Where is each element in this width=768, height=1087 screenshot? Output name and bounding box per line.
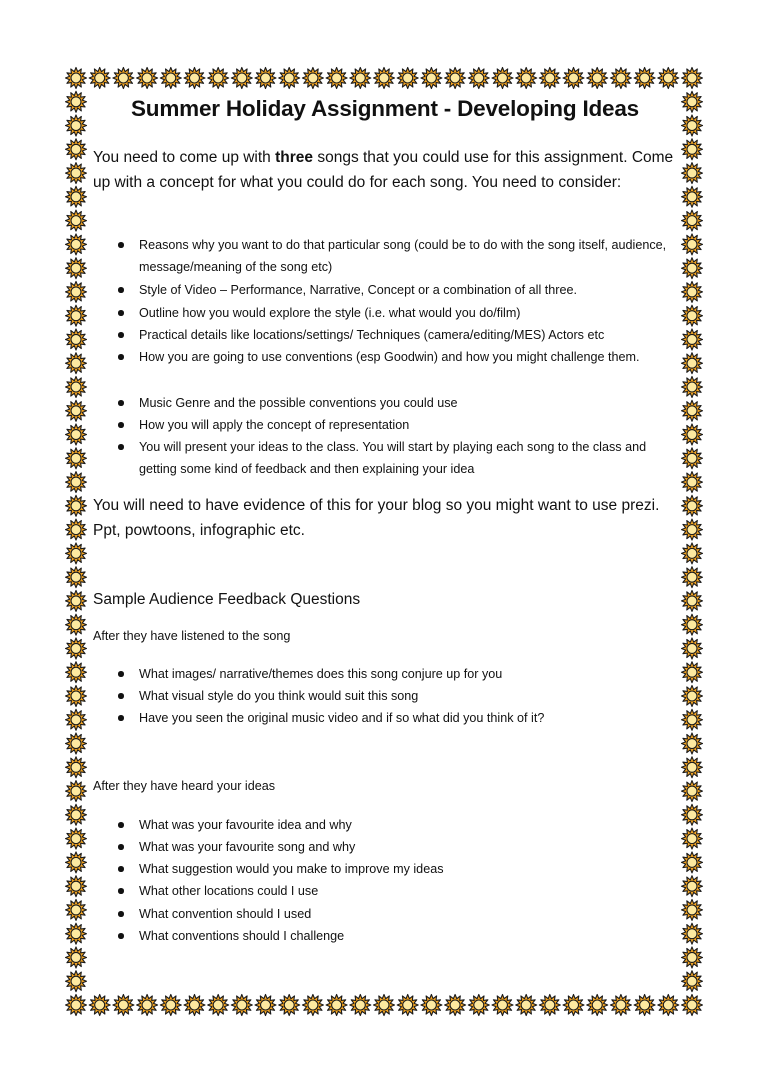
sun-icon (682, 495, 703, 516)
sun-icon (66, 281, 87, 302)
sun-icon (66, 638, 87, 659)
sun-icon (160, 995, 181, 1016)
sun-icon (682, 923, 703, 944)
sun-icon (113, 68, 134, 89)
sun-icon (682, 400, 703, 421)
sun-icon (563, 995, 584, 1016)
sun-icon (682, 472, 703, 493)
sun-icon (89, 995, 110, 1016)
list-item: What conventions should I challenge (139, 925, 677, 947)
sun-icon (66, 828, 87, 849)
after-ideas-heading: After they have heard your ideas (93, 779, 276, 793)
sun-icon (66, 709, 87, 730)
sun-icon (516, 68, 537, 89)
sun-icon (634, 995, 655, 1016)
list-item: What images/ narrative/themes does this song conjure up for you (139, 663, 677, 685)
sun-icon (66, 91, 87, 112)
sun-icon (682, 686, 703, 707)
sun-icon (66, 876, 87, 897)
evidence-paragraph: You will need to have evidence of this for your blog so you might want to use prezi. Ppt, powtoons, infographic etc. (93, 497, 660, 539)
sun-icon (682, 448, 703, 469)
list-item: How you are going to use conventions (esp Goodwin) and how you might challenge them. (139, 346, 659, 368)
sun-icon (658, 68, 679, 89)
sun-icon (66, 781, 87, 802)
list-item: Practical details like locations/settings/ Techniques (camera/editing/MES) Actors etc (139, 324, 677, 346)
sun-icon (302, 68, 323, 89)
sun-icon (66, 947, 87, 968)
sun-icon (66, 424, 87, 445)
intro-text-bold: three (275, 149, 314, 166)
sun-icon (208, 995, 229, 1016)
sun-icon (682, 258, 703, 279)
sun-icon (208, 68, 229, 89)
list-item: Have you seen the original music video and if so what did you think of it? (139, 707, 677, 729)
sun-icon (682, 163, 703, 184)
sun-icon (66, 686, 87, 707)
sun-icon (66, 567, 87, 588)
sun-icon (279, 68, 300, 89)
sun-icon (66, 614, 87, 635)
list-item: Reasons why you want to do that particular song (could be to do with the song itself, audience, message/meaning of the song etc) (139, 234, 677, 278)
list-item: Music Genre and the possible conventions you could use (139, 392, 677, 414)
sun-icon (184, 995, 205, 1016)
sample-questions-heading: Sample Audience Feedback Questions (93, 591, 361, 608)
page-title: Summer Holiday Assignment - Developing Ideas (131, 96, 639, 121)
sun-icon (255, 995, 276, 1016)
sun-icon (682, 590, 703, 611)
sun-icon (66, 495, 87, 516)
sun-icon (682, 234, 703, 255)
sun-icon (682, 781, 703, 802)
sun-icon (160, 68, 181, 89)
sun-icon (66, 543, 87, 564)
sun-icon (682, 519, 703, 540)
sun-icon (682, 995, 703, 1016)
sun-icon (66, 519, 87, 540)
sun-icon (468, 68, 489, 89)
sun-icon (610, 995, 631, 1016)
sun-icon (66, 163, 87, 184)
sun-icon (397, 68, 418, 89)
sun-icon (350, 68, 371, 89)
sun-icon (682, 353, 703, 374)
sun-icon (682, 971, 703, 992)
sun-icon (66, 139, 87, 160)
sun-icon (66, 400, 87, 421)
list-item: What suggestion would you make to improve my ideas (139, 858, 677, 880)
sun-icon (682, 91, 703, 112)
sun-icon (492, 995, 513, 1016)
sun-icon (231, 995, 252, 1016)
sun-icon (682, 899, 703, 920)
sun-icon (326, 995, 347, 1016)
sun-icon (587, 68, 608, 89)
sun-icon (66, 590, 87, 611)
list-item: What visual style do you think would suit this song (139, 685, 677, 707)
sun-icon (492, 68, 513, 89)
sun-icon (231, 68, 252, 89)
sun-icon (66, 757, 87, 778)
sun-icon (682, 567, 703, 588)
sun-icon (682, 186, 703, 207)
sun-icon (587, 995, 608, 1016)
sun-icon (682, 424, 703, 445)
sun-icon (682, 139, 703, 160)
sun-icon (539, 68, 560, 89)
sun-icon (682, 305, 703, 326)
sun-icon (66, 353, 87, 374)
sun-icon (516, 995, 537, 1016)
sun-icon (302, 995, 323, 1016)
sun-icon (89, 68, 110, 89)
sun-icon (66, 329, 87, 350)
after-song-heading: After they have listened to the song (93, 629, 291, 643)
sun-icon (682, 115, 703, 136)
sun-icon (682, 543, 703, 564)
sun-icon (326, 68, 347, 89)
sun-icon (66, 899, 87, 920)
sun-icon (66, 662, 87, 683)
sun-icon (113, 995, 134, 1016)
list-item: Outline how you would explore the style (i.e. what would you do/film) (139, 302, 677, 324)
sun-icon (634, 68, 655, 89)
sun-icon (66, 472, 87, 493)
sun-icon (682, 876, 703, 897)
sun-icon (66, 971, 87, 992)
list-item: What other locations could I use (139, 880, 677, 902)
sun-icon (137, 68, 158, 89)
sun-icon (66, 210, 87, 231)
intro-text-after: songs that you could use for this assignment. Come up with a concept for what you could do for each song. You need to consider: (93, 149, 674, 191)
sun-icon (445, 995, 466, 1016)
sun-icon (682, 638, 703, 659)
sun-icon (610, 68, 631, 89)
sun-icon (682, 68, 703, 89)
sun-icon (66, 733, 87, 754)
list-item: What was your favourite song and why (139, 836, 677, 858)
sun-icon (137, 995, 158, 1016)
list-item: What convention should I used (139, 903, 677, 925)
sun-icon (421, 68, 442, 89)
sun-icon (682, 377, 703, 398)
sun-icon (66, 995, 87, 1016)
list-item: You will present your ideas to the class. You will start by playing each song to the class and getting some kind of feedback and then explaining your idea (139, 436, 669, 480)
sun-icon (66, 258, 87, 279)
sun-icon (539, 995, 560, 1016)
sun-icon (66, 448, 87, 469)
sun-icon (682, 852, 703, 873)
sun-icon (66, 377, 87, 398)
sun-icon (279, 995, 300, 1016)
sun-icon (563, 68, 584, 89)
list-item: How you will apply the concept of representation (139, 414, 677, 436)
list-item: What was your favourite idea and why (139, 814, 677, 836)
sun-icon (184, 68, 205, 89)
sun-icon (658, 995, 679, 1016)
sun-icon (468, 995, 489, 1016)
sun-icon (66, 68, 87, 89)
sun-icon (421, 995, 442, 1016)
sun-icon (682, 947, 703, 968)
sun-icon (682, 757, 703, 778)
sun-icon (682, 662, 703, 683)
sun-icon (682, 210, 703, 231)
sun-icon (682, 804, 703, 825)
sun-icon (66, 923, 87, 944)
sun-icon (374, 995, 395, 1016)
sun-icon (66, 852, 87, 873)
sun-icon (397, 995, 418, 1016)
sun-icon (66, 804, 87, 825)
sun-icon (66, 186, 87, 207)
list-item: Style of Video – Performance, Narrative, Concept or a combination of all three. (139, 279, 677, 301)
sun-icon (66, 115, 87, 136)
intro-text-before: You need to come up with (93, 149, 276, 166)
sun-icon (682, 329, 703, 350)
sun-icon (682, 709, 703, 730)
sun-icon (350, 995, 371, 1016)
sun-icon (255, 68, 276, 89)
sun-icon (66, 234, 87, 255)
intro-paragraph (93, 146, 678, 195)
sun-icon (682, 614, 703, 635)
sun-icon (682, 828, 703, 849)
sun-icon (66, 305, 87, 326)
sun-icon (374, 68, 395, 89)
sun-icon (445, 68, 466, 89)
sun-icon (682, 733, 703, 754)
sun-icon (682, 281, 703, 302)
